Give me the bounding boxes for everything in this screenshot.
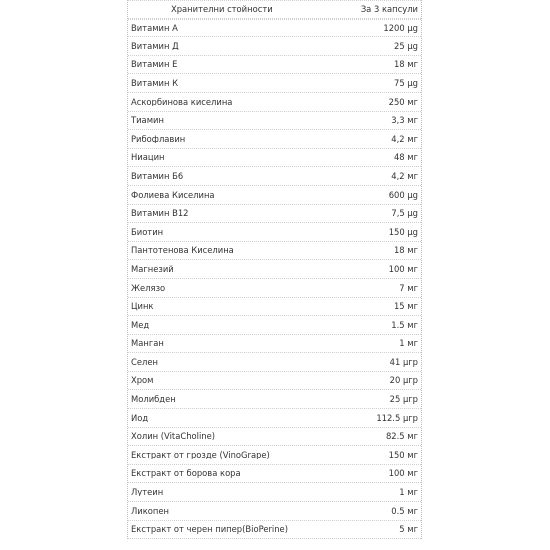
table-row [128, 74, 421, 93]
nutrient-name: Аскорбинова киселина [131, 97, 233, 106]
nutrient-amount: 1 мг [399, 338, 418, 349]
nutrient-name: Екстракт от черен пипер(BioPerine) [131, 525, 288, 534]
nutrient-amount: 100 мг [388, 263, 418, 274]
table-row [128, 298, 421, 317]
nutrient-amount: 15 мг [393, 301, 418, 312]
nutrient-amount: 18 мг [393, 245, 418, 256]
nutrient-amount: 4,2 мг [391, 170, 418, 181]
nutrient-name: Витамин B12 [131, 209, 189, 218]
nutrient-name: Желязо [131, 283, 166, 292]
nutrient-amount: 250 мг [388, 96, 418, 107]
table-row [128, 112, 421, 131]
nutrient-name: Витамин А [131, 23, 178, 33]
nutrient-name: Йод [131, 413, 149, 423]
nutrient-name: Пантотенова Киселина [131, 246, 234, 255]
nutrient-name: Магнезий [131, 264, 174, 274]
header-serving-label: За 3 капсули [360, 4, 418, 15]
nutrient-amount: 5 мг [399, 524, 418, 535]
nutrient-name: Цинк [131, 302, 154, 311]
table-row [128, 316, 421, 335]
table-row [128, 372, 421, 391]
nutrient-amount: 1 мг [399, 487, 418, 498]
table-row [128, 521, 421, 540]
nutrient-amount: 75 μg [394, 77, 418, 88]
nutrient-amount: 150 μg [388, 226, 418, 237]
nutrient-name: Витамин К [131, 78, 179, 88]
nutrient-name: Биотин [131, 227, 164, 237]
nutrient-name: Хром [131, 376, 154, 385]
table-row [128, 130, 421, 149]
nutrient-name: Витамин Д [131, 41, 179, 51]
table-row [128, 260, 421, 279]
nutrient-amount: 150 мг [388, 449, 418, 460]
nutrient-amount: 600 μg [388, 189, 418, 200]
nutrient-name: Селен [131, 357, 158, 367]
table-row [128, 242, 421, 261]
nutrient-amount: 4,2 мг [391, 133, 418, 144]
table-row [128, 390, 421, 409]
nutrient-name: Тиамин [131, 116, 164, 125]
nutrient-name: Витамин Е [131, 60, 178, 69]
nutrient-name: Фолиева Киселина [131, 190, 215, 199]
nutrient-amount: 82.5 мг [385, 431, 418, 442]
table-row [128, 93, 421, 112]
nutrient-amount: 1.5 мг [391, 319, 418, 330]
table-row [128, 149, 421, 168]
nutrient-amount: 48 мг [393, 152, 418, 163]
nutrient-name: Молибден [131, 395, 176, 404]
table-row [128, 223, 421, 242]
table-header-row [128, 0, 421, 19]
table-row [128, 167, 421, 186]
nutrient-amount: 25 μгр [389, 394, 418, 405]
table-row [128, 37, 421, 56]
nutrient-name: Манган [131, 339, 164, 348]
table-row [128, 428, 421, 447]
nutrient-amount: 3,3 мг [391, 115, 418, 126]
table-row [128, 502, 421, 521]
table-row [128, 465, 421, 484]
nutrient-name: Екстракт от борова кора [131, 469, 241, 478]
nutrient-amount: 25 μg [394, 40, 418, 51]
table-row [128, 409, 421, 428]
nutrient-amount: 20 μгр [389, 375, 418, 386]
table-row [128, 483, 421, 502]
table-row [128, 186, 421, 205]
nutrient-amount: 18 мг [393, 59, 418, 70]
table-body [128, 19, 421, 540]
nutrient-name: Мед [131, 320, 150, 330]
nutrient-name: Лутеин [131, 488, 164, 497]
nutrition-table [127, 0, 422, 539]
nutrient-name: Витамин Б6 [131, 171, 184, 181]
table-row [128, 279, 421, 298]
nutrient-name: Ниацин [131, 153, 165, 162]
nutrient-amount: 1200 μg [383, 22, 418, 33]
table-row [128, 19, 421, 38]
nutrient-name: Екстракт от грозде (VinoGrape) [131, 450, 270, 460]
header-nutrients-label: Хранителни стойности [171, 5, 273, 14]
table-row [128, 205, 421, 224]
nutrient-name: Рибофлавин [131, 134, 186, 144]
nutrient-amount: 41 μгр [389, 356, 418, 367]
table-row [128, 446, 421, 465]
nutrient-amount: 100 мг [388, 468, 418, 479]
table-row [128, 353, 421, 372]
nutrient-amount: 0.5 мг [391, 505, 418, 516]
nutrient-name: Холин (VitaCholine) [131, 432, 216, 441]
nutrient-amount: 112.5 μгр [376, 412, 418, 423]
nutrient-amount: 7 мг [399, 282, 418, 293]
table-row [128, 56, 421, 75]
nutrient-name: Ликопен [131, 506, 170, 516]
table-row [128, 335, 421, 354]
nutrient-amount: 7,5 μg [391, 208, 418, 219]
